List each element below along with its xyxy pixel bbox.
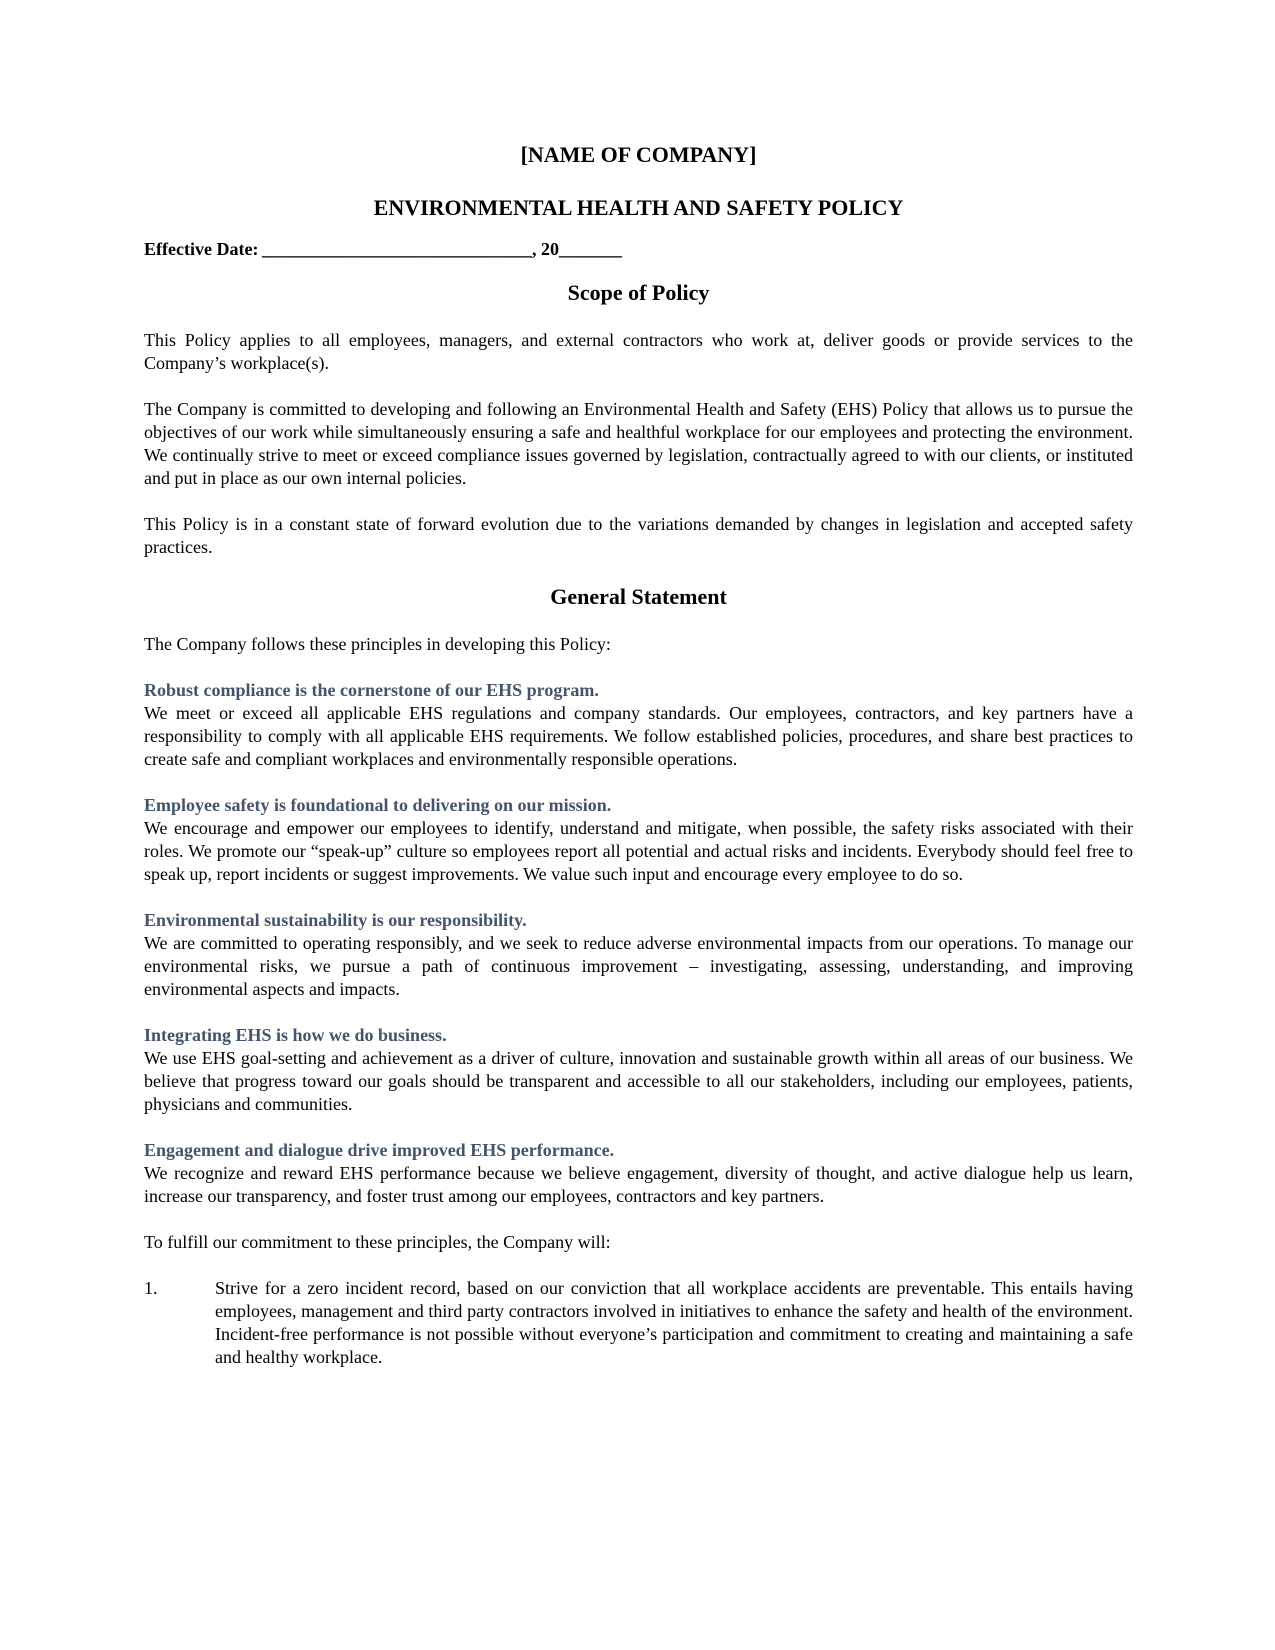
effective-date-line [144,238,1133,261]
commitment-number: 1. [144,1278,158,1298]
section-heading-scope: Scope of Policy [567,280,710,305]
scope-paragraph: This Policy is in a constant state of forward evolution due to the variations demanded by changes in legislation and accepted safety practices. [144,514,1133,557]
policy-title: ENVIRONMENTAL HEALTH AND SAFETY POLICY [373,195,904,220]
principle-item [144,909,1133,1001]
principle-item [144,1024,1133,1116]
effective-date-year-prefix: , 20 [532,239,560,259]
principle-body: We encourage and empower our employees to identify, understand and mitigate, when possible, the safety risks associated with their roles. We promote our “speak-up” culture so employees report all potential and actual risks and incidents. Everybody should feel free to speak up, report incidents or suggest improvements. We value such input and encourage every employee to do so. [144,818,1133,884]
commitment-text: Strive for a zero incident record, based on our conviction that all workplace accidents are preventable. This entails having employees, management and third party contractors involved in initiatives to enhance the safety and health of the environment. Incident-free performance is not possible without everyone’s participation and commitment to creating and maintaining a safe and healthy workplace. [215,1278,1133,1367]
effective-date-label: Effective Date: [144,239,259,259]
company-name-title: [NAME OF COMPANY] [520,142,757,167]
effective-date-blank: ______________________________ [262,239,533,259]
principle-heading: Environmental sustainability is our responsibility. [144,910,527,930]
principle-body: We are committed to operating responsibly, and we seek to reduce adverse environmental impacts from our operations. To manage our environmental risks, we pursue a path of continuous improvement – investigating, assessing, understanding, and improving environmental aspects and impacts. [144,933,1133,999]
principle-body: We use EHS goal-setting and achievement as a driver of culture, innovation and sustainable growth within all areas of our business. We believe that progress toward our goals should be transparent and accessible to all our stakeholders, including our employees, patients, physicians and communities. [144,1048,1133,1114]
effective-date-year-blank: _______ [559,239,623,259]
principle-heading: Employee safety is foundational to delivering on our mission. [144,795,612,815]
principle-item [144,679,1133,771]
principle-body: We recognize and reward EHS performance because we believe engagement, diversity of thought, and active dialogue help us learn, increase our transparency, and foster trust among our employees, contractors and key partners. [144,1163,1133,1206]
scope-paragraph: This Policy applies to all employees, managers, and external contractors who work at, deliver goods or provide services to the Company’s workplace(s). [144,330,1133,373]
scope-paragraph: The Company is committed to developing and following an Environmental Health and Safety (EHS) Policy that allows us to pursue the objectives of our work while simultaneously ensuring a safe and healthful workplace for our employees and protecting the environment. We continually strive to meet or exceed compliance issues governed by legislation, contractually agreed to with our clients, or instituted and put in place as our own internal policies. [144,399,1133,488]
principle-body: We meet or exceed all applicable EHS regulations and company standards. Our employees, contractors, and key partners have a responsibility to comply with all applicable EHS requirements. We follow established policies, procedures, and share best practices to create safe and compliant workplaces and environmentally responsible operations. [144,703,1133,769]
general-intro: The Company follows these principles in developing this Policy: [144,634,611,654]
principle-heading: Robust compliance is the cornerstone of our EHS program. [144,680,599,700]
principle-item [144,794,1133,886]
section-heading-general-statement: General Statement [550,584,727,609]
principle-heading: Engagement and dialogue drive improved EHS performance. [144,1140,615,1160]
principle-item [144,1139,1133,1208]
fulfill-intro: To fulfill our commitment to these principles, the Company will: [144,1232,611,1252]
principle-heading: Integrating EHS is how we do business. [144,1025,447,1045]
commitment-item [144,1277,1133,1369]
